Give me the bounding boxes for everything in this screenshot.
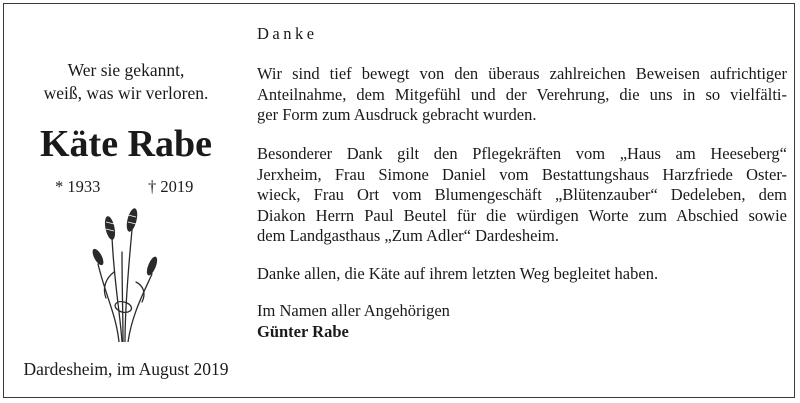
paragraph-special-thanks — [257, 144, 787, 247]
paragraph-thanks-all — [257, 264, 787, 285]
text-line: Wir sind tief bewegt von den überaus zahlreichen Beweisen aufrichtiger — [257, 64, 787, 83]
signature-block — [257, 301, 787, 342]
text-line: Besonderer Dank gilt den Pflegekräften vom „Haus am Heeseberg“ — [257, 144, 787, 163]
right-column — [257, 4, 787, 397]
text-line: Anteilnahme, dem Mitgefühl und der Verehrung, die uns in so vielfälti- — [257, 84, 787, 104]
verse-line: weiß, was wir verloren. — [43, 83, 209, 103]
memorial-verse — [4, 59, 248, 105]
text-line: Jerxheim, Frau Simone Daniel vom Bestattungshaus Harzfriede Oster- — [257, 164, 787, 184]
verse-line: Wer sie gekannt, — [67, 60, 185, 80]
left-column — [4, 4, 248, 397]
notice-frame — [3, 3, 795, 398]
text-line: Diakon Herrn Paul Beutel für die würdigen Worte zum Abschied sowie — [257, 205, 787, 225]
birth-year: * 1933 — [55, 177, 101, 196]
text-line: wieck, Frau Ort vom Blumengeschäft „Blütenzauber“ Dedeleben, dem — [257, 185, 787, 205]
deceased-name: Käte Rabe — [39, 123, 213, 165]
text-line: ger Form zum Ausdruck gebracht wurden. — [257, 105, 537, 125]
closing-line: Im Namen aller Angehörigen — [257, 301, 450, 320]
paragraph-thanks-sympathy — [257, 64, 787, 126]
signature-name: Günter Rabe — [257, 321, 349, 341]
text-line: dem Landgasthaus „Zum Adler“ Dardesheim. — [257, 226, 559, 246]
death-year: † 2019 — [148, 177, 194, 196]
wheat-bundle-icon — [92, 202, 162, 342]
text-line: Danke allen, die Käte auf ihrem letzten Weg begleitet haben. — [257, 264, 659, 283]
place-date: Dardesheim, im August 2019 — [23, 359, 229, 379]
thanks-heading: Danke — [257, 24, 318, 43]
